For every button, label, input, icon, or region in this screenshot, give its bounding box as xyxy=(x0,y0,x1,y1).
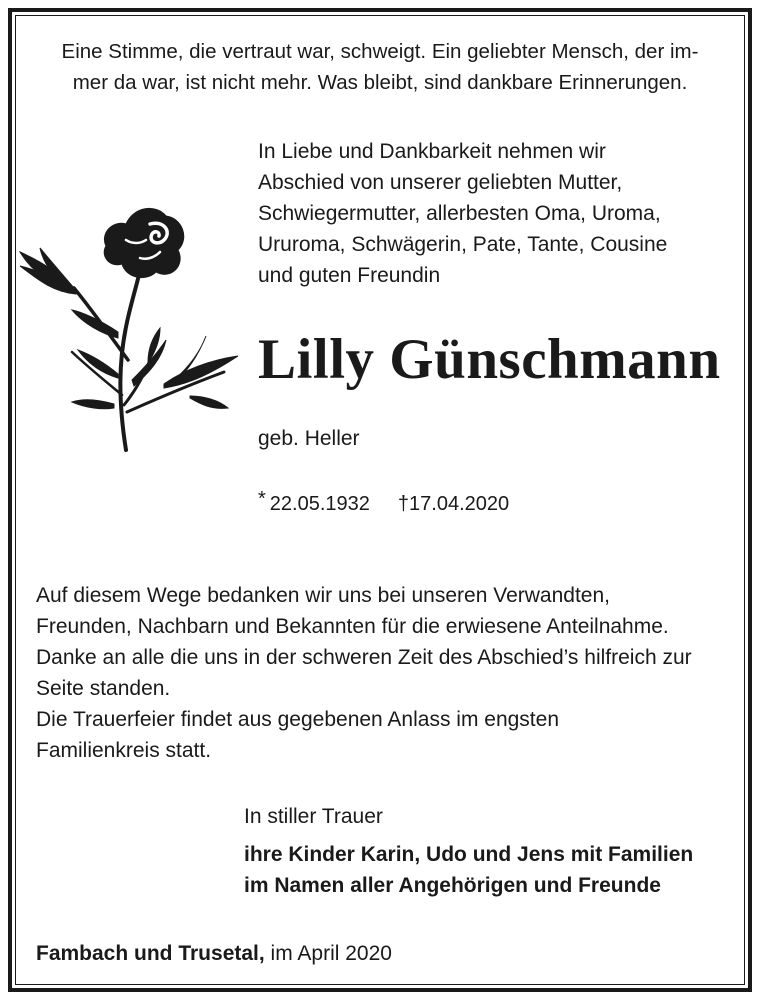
intro-line: Ururoma, Schwägerin, Pate, Tante, Cousine xyxy=(258,233,668,256)
motto-line: mer da war, ist nicht mehr. Was bleibt, sind dankbare Erinnerungen. xyxy=(72,71,688,94)
thanks-line: Die Trauerfeier findet aus gegebenen Anlass im engsten xyxy=(36,708,560,731)
death-symbol: † xyxy=(397,493,410,515)
mourners-line: ihre Kinder Karin, Udo und Jens mit Familien xyxy=(244,843,694,866)
intro-line: und guten Freundin xyxy=(258,264,441,287)
birth-date: 22.05.1932 xyxy=(269,493,370,515)
thanks-text xyxy=(36,580,692,766)
footer-place: Fambach und Trusetal, xyxy=(36,942,265,965)
rose-icon xyxy=(14,200,244,460)
death-date: 17.04.2020 xyxy=(409,493,510,515)
footer-date: im April 2020 xyxy=(264,942,392,965)
maiden-name: geb. Heller xyxy=(258,427,360,450)
birth-symbol: * xyxy=(258,488,266,510)
thanks-line: Familienkreis statt. xyxy=(36,739,212,762)
intro-line: Abschied von unserer geliebten Mutter, xyxy=(258,171,623,194)
footer xyxy=(36,938,392,969)
thanks-line: Danke an alle die uns in der schweren Zeit des Abschied’s hilfreich zur xyxy=(36,646,692,669)
deceased-name: Lilly Günschmann xyxy=(258,328,721,391)
motto xyxy=(24,36,736,98)
mourning-intro: In stiller Trauer xyxy=(244,805,383,828)
intro-line: Schwiegermutter, allerbesten Oma, Uroma, xyxy=(258,202,661,225)
motto-line: Eine Stimme, die vertraut war, schweigt. Ein geliebter Mensch, der im- xyxy=(61,40,699,63)
life-dates xyxy=(258,489,509,519)
thanks-line: Seite standen. xyxy=(36,677,171,700)
intro-line: In Liebe und Dankbarkeit nehmen wir xyxy=(258,140,606,163)
mourners xyxy=(244,839,693,901)
thanks-line: Freunden, Nachbarn und Bekannten für die erwiesene Anteilnahme. xyxy=(36,615,669,638)
intro-text xyxy=(258,136,667,291)
mourners-line: im Namen aller Angehörigen und Freunde xyxy=(244,874,661,897)
thanks-line: Auf diesem Wege bedanken wir uns bei unseren Verwandten, xyxy=(36,584,610,607)
